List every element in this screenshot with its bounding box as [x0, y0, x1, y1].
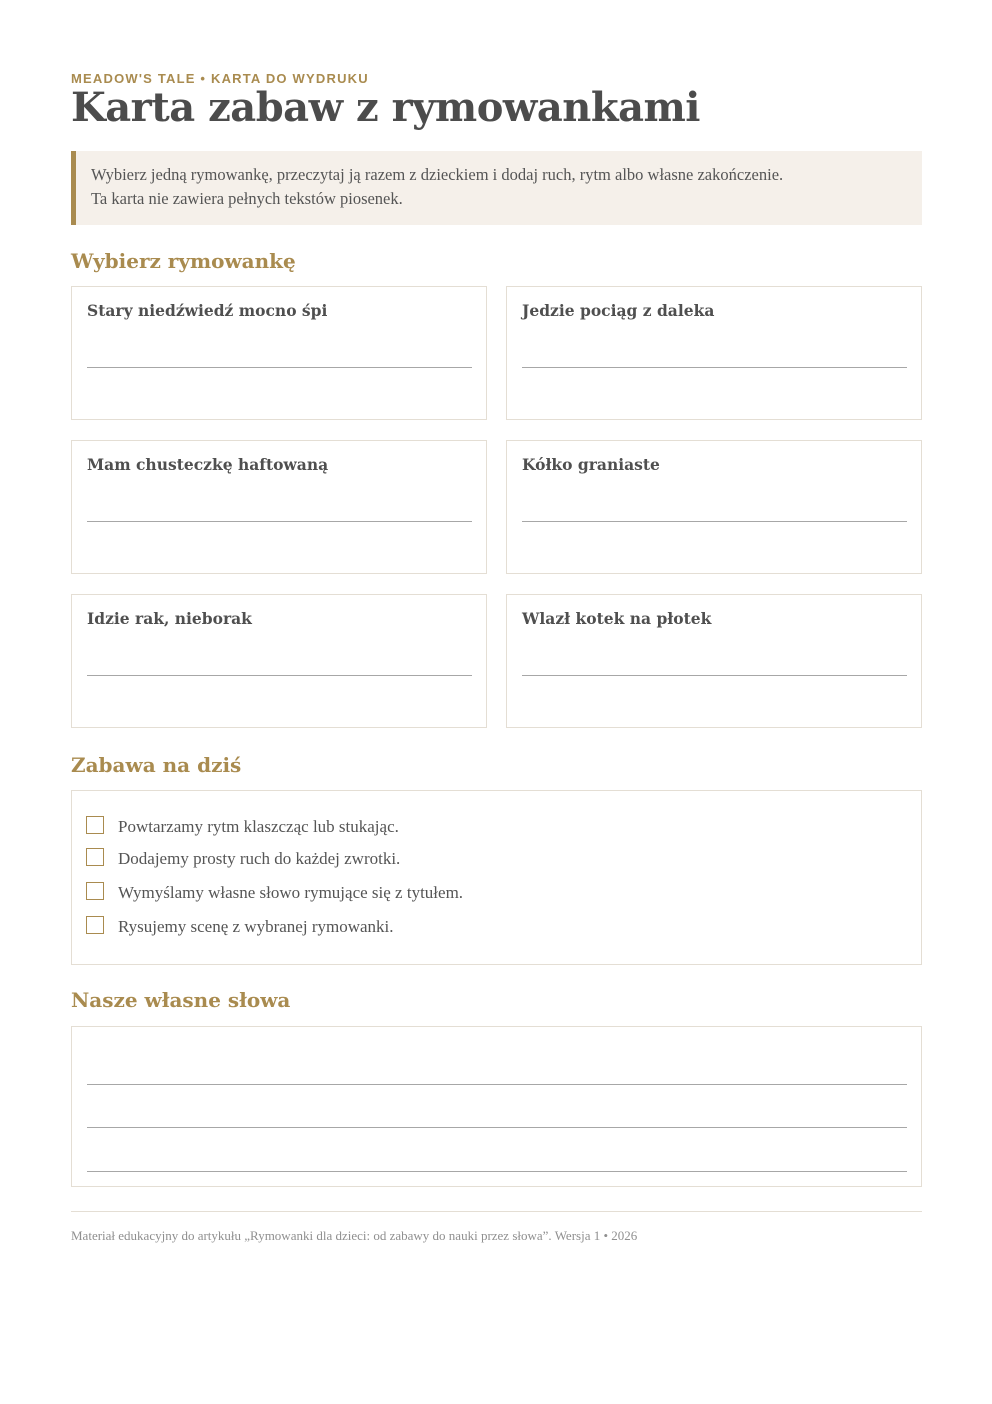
footer-divider — [71, 1211, 922, 1212]
footer-note: Materiał edukacyjny do artykułu „Rymowanki dla dzieci: od zabawy do nauki przez słowa”. Wersja 1 • 2026 — [71, 1228, 638, 1243]
rhyme-card-title: Idzie rak, nieborak — [87, 609, 252, 628]
intro-line-2: Ta karta nie zawiera pełnych tekstów piosenek. — [91, 189, 403, 208]
section-heading-own-words: Nasze własne słowa — [71, 988, 291, 1012]
intro-callout — [71, 151, 922, 225]
rhyme-card-writing-line[interactable] — [522, 367, 907, 368]
rhyme-card-title: Wlazł kotek na płotek — [522, 609, 712, 628]
play-checklist — [71, 790, 922, 965]
rhyme-card — [506, 594, 922, 728]
rhyme-card — [506, 440, 922, 574]
checkbox[interactable] — [86, 848, 104, 866]
rhyme-card-writing-line[interactable] — [522, 521, 907, 522]
writing-line[interactable] — [87, 1084, 907, 1085]
own-words-box — [71, 1026, 922, 1187]
rhyme-card — [506, 286, 922, 420]
page-title: Karta zabaw z rymowankami — [71, 84, 701, 131]
rhyme-card — [71, 286, 487, 420]
checklist-item-label: Dodajemy prosty ruch do każdej zwrotki. — [118, 849, 401, 868]
checklist-item-label: Wymyślamy własne słowo rymujące się z tytułem. — [118, 883, 464, 902]
checklist-item-label: Rysujemy scenę z wybranej rymowanki. — [118, 917, 394, 936]
writing-line[interactable] — [87, 1127, 907, 1128]
checklist-item-label: Powtarzamy rytm klaszcząc lub stukając. — [118, 817, 399, 836]
rhyme-card-writing-line[interactable] — [522, 675, 907, 676]
checkbox[interactable] — [86, 916, 104, 934]
rhyme-card-writing-line[interactable] — [87, 521, 472, 522]
rhyme-card — [71, 594, 487, 728]
checkbox[interactable] — [86, 882, 104, 900]
rhyme-card-title: Mam chusteczkę haftowaną — [87, 455, 329, 474]
rhyme-card — [71, 440, 487, 574]
checkbox[interactable] — [86, 816, 104, 834]
rhyme-card-writing-line[interactable] — [87, 675, 472, 676]
intro-line-1: Wybierz jedną rymowankę, przeczytaj ją razem z dzieckiem i dodaj ruch, rytm albo własne zakończenie. — [91, 165, 784, 184]
brand-eyebrow: MEADOW'S TALE • KARTA DO WYDRUKU — [71, 71, 369, 86]
rhyme-card-title: Kółko graniaste — [522, 455, 660, 474]
section-heading-rhymes: Wybierz rymowankę — [71, 249, 296, 273]
rhyme-card-title: Jedzie pociąg z daleka — [522, 301, 715, 320]
rhyme-card-writing-line[interactable] — [87, 367, 472, 368]
section-heading-play: Zabawa na dziś — [71, 753, 242, 777]
rhyme-card-title: Stary niedźwiedź mocno śpi — [87, 301, 328, 320]
writing-line[interactable] — [87, 1171, 907, 1172]
